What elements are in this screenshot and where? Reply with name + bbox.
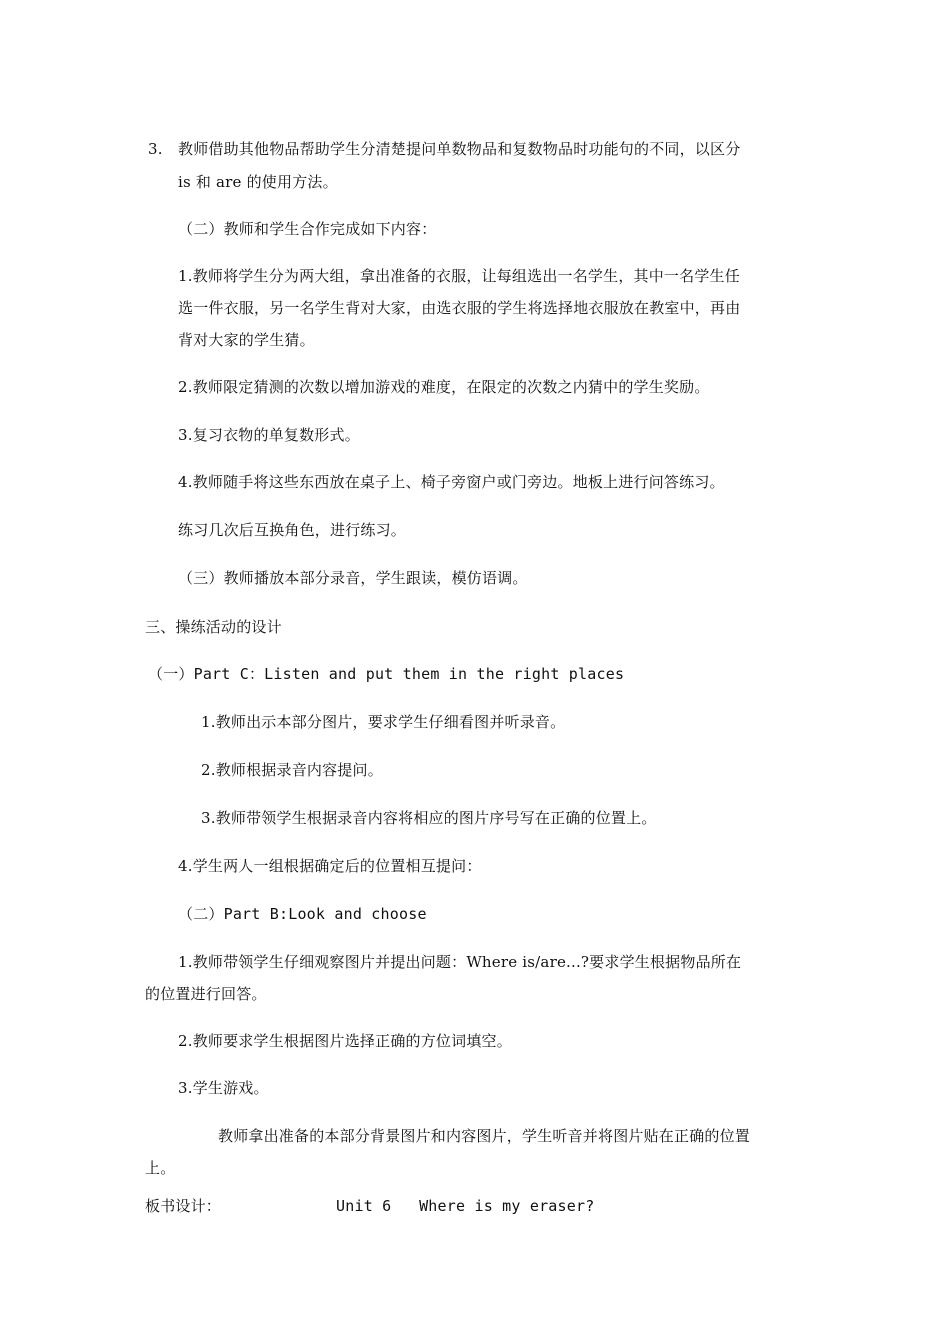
board-design-label: 板书设计： [145,1197,222,1215]
partC-item3: 3.教师带领学生根据录音内容将相应的图片序号写在正确的位置上。 [201,809,657,827]
p4: 4.教师随手将这些东西放在桌子上、椅子旁窗户或门旁边。地板上进行问答练习。 [178,473,725,491]
part3-heading: 三、操练活动的设计 [145,618,282,636]
partB-item2: 2.教师要求学生根据图片选择正确的方位词填空。 [178,1032,512,1050]
partC-item4: 4.学生两人一组根据确定后的位置相互提问： [178,857,482,875]
partC-item1: 1.教师出示本部分图片，要求学生仔细看图并听录音。 [201,713,566,731]
p2: 2.教师限定猜测的次数以增加游戏的难度，在限定的次数之内猜中的学生奖励。 [178,378,710,396]
p1-line2: 选一件衣服，另一名学生背对大家，由选衣服的学生将选择地衣服放在教室中，再由 [178,299,741,317]
item3-line2: is 和 are 的使用方法。 [178,173,338,191]
partB-heading: （二）Part B:Look and choose [178,905,427,923]
board-design-title: Unit 6 Where is my eraser? [336,1197,595,1215]
section3-heading: （三）教师播放本部分录音，学生跟读，模仿语调。 [178,569,528,587]
partB-item1-line1: 1.教师带领学生仔细观察图片并提出问题：Where is/are...?要求学生根据物品所在 [178,953,742,971]
p3: 3.复习衣物的单复数形式。 [178,426,360,444]
p1-line3: 背对大家的学生猜。 [178,331,315,349]
game-line1: 教师拿出准备的本部分背景图片和内容图片，学生听音并将图片贴在正确的位置 [218,1127,751,1145]
p5: 练习几次后互换角色，进行练习。 [178,521,407,539]
item3-number: 3. [148,140,163,158]
partC-heading: （一）Part C：Listen and put them in the right places [148,665,625,683]
p1-line1: 1.教师将学生分为两大组，拿出准备的衣服，让每组选出一名学生，其中一名学生任 [178,267,740,285]
game-line2: 上。 [145,1159,176,1177]
partC-item2: 2.教师根据录音内容提问。 [201,761,383,779]
item3-line1: 教师借助其他物品帮助学生分清楚提问单数物品和复数物品时功能句的不同，以区分 [178,140,741,158]
partB-item3: 3.学生游戏。 [178,1079,269,1097]
section2-heading: （二）教师和学生合作完成如下内容： [178,220,437,238]
partB-item1-line2: 的位置进行回答。 [145,985,267,1003]
